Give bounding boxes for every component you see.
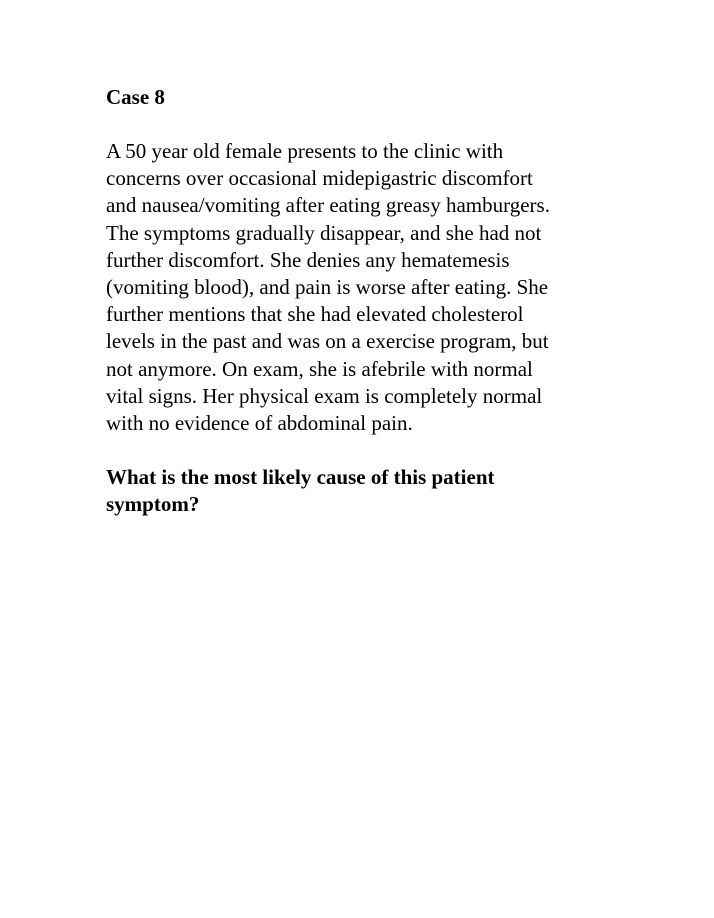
body-line: and nausea/vomiting after eating greasy hamburgers.	[106, 193, 550, 218]
body-line: The symptoms gradually disappear, and she had not	[106, 220, 542, 245]
body-line: A 50 year old female presents to the clinic with	[106, 139, 504, 163]
body-line: concerns over occasional midepigastric discomfort	[106, 166, 533, 191]
body-line: with no evidence of abdominal pain.	[106, 411, 413, 436]
case-description	[106, 138, 626, 437]
body-line: not anymore. On exam, she is afebrile with normal	[106, 356, 533, 381]
document-content	[106, 84, 626, 519]
body-line: (vomiting blood), and pain is worse after eating. She	[106, 275, 549, 300]
question-line: What is the most likely cause of this patient	[106, 465, 495, 490]
case-title: Case 8	[106, 85, 165, 109]
body-line: vital signs. Her physical exam is completely normal	[106, 383, 543, 408]
body-line: levels in the past and was on a exercise program, but	[106, 329, 549, 354]
body-line: further mentions that she had elevated cholesterol	[106, 302, 524, 327]
body-line: further discomfort. She denies any hematemesis	[106, 247, 510, 272]
question-line: symptom?	[106, 492, 200, 517]
case-question	[106, 464, 626, 518]
